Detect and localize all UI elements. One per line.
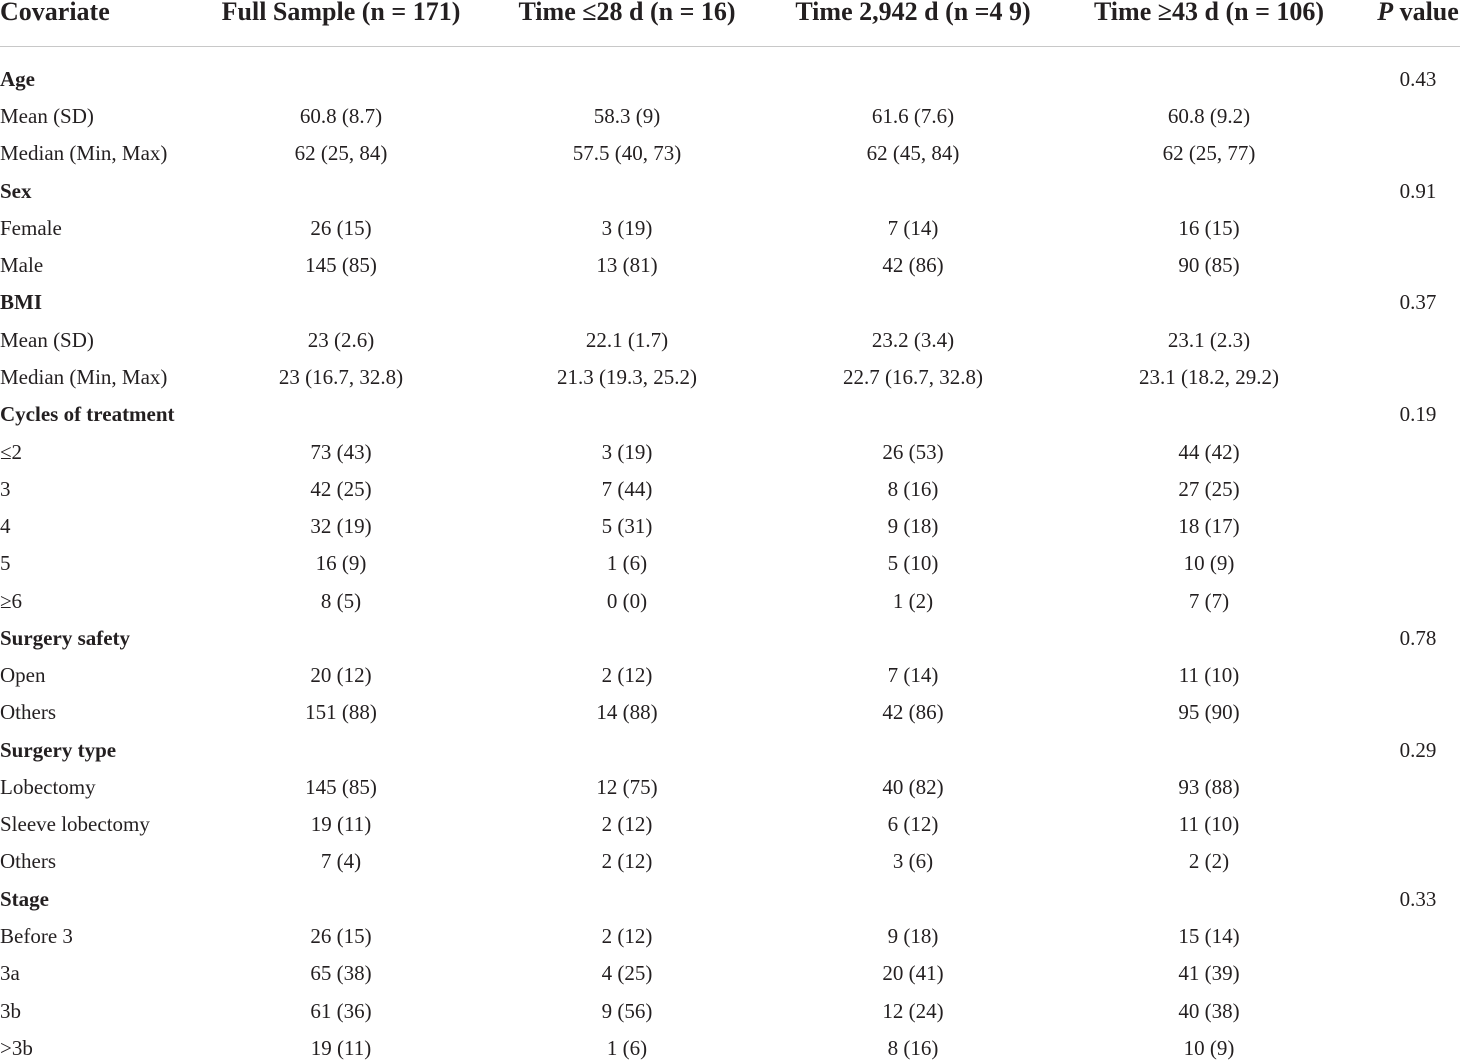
p-value-cell — [1376, 702, 1460, 722]
row-label: Others — [0, 700, 56, 725]
time-le28-cell — [470, 69, 784, 89]
section-row — [0, 290, 1460, 315]
full-sample-cell — [212, 404, 470, 424]
p-value-cell — [1376, 591, 1460, 611]
section-label: Age — [0, 66, 35, 91]
table-row — [0, 998, 1460, 1023]
full-sample-cell: 151 (88) — [305, 700, 377, 725]
table-row — [0, 476, 1460, 501]
row-label: Mean (SD) — [0, 104, 94, 129]
row-label: Sleeve lobectomy — [0, 812, 150, 837]
time-le28-cell: 2 (12) — [601, 663, 653, 688]
full-sample-cell: 60.8 (8.7) — [299, 104, 383, 129]
section-row — [0, 178, 1460, 203]
time-le28-cell: 0 (0) — [606, 588, 648, 613]
full-sample-cell — [212, 628, 470, 648]
time-ge43-cell: 15 (14) — [1178, 924, 1240, 948]
p-value-cell — [1376, 442, 1460, 462]
time-ge43-cell: 7 (7) — [1188, 588, 1230, 613]
time-le28-cell: 4 (25) — [601, 961, 653, 986]
section-label: Surgery safety — [0, 625, 131, 650]
time-2942-cell: 7 (14) — [887, 663, 939, 688]
row-label: Lobectomy — [0, 774, 96, 799]
section-label: Sex — [0, 178, 32, 203]
row-label: Open — [0, 663, 46, 688]
row-label: Before 3 — [0, 924, 73, 948]
time-le28-cell — [470, 181, 784, 201]
row-label: 4 — [0, 514, 11, 539]
table-row — [0, 1035, 1460, 1060]
time-le28-cell: 3 (19) — [601, 439, 653, 464]
row-label: Female — [0, 215, 62, 240]
full-sample-cell — [212, 292, 470, 312]
row-label: Others — [0, 849, 56, 874]
time-2942-cell: 8 (16) — [887, 476, 939, 501]
full-sample-cell: 73 (43) — [310, 439, 372, 464]
time-2942-cell — [784, 181, 1042, 201]
p-value-cell — [1376, 143, 1460, 163]
table-row — [0, 514, 1460, 539]
table-row — [0, 961, 1460, 986]
header-covariate: Covariate — [0, 0, 110, 26]
header-time-le28: Time ≤28 d (n = 16) — [518, 0, 736, 26]
time-2942-cell — [784, 404, 1042, 424]
time-ge43-cell: 90 (85) — [1178, 253, 1240, 278]
p-value-cell — [1376, 926, 1460, 946]
section-row — [0, 886, 1460, 911]
time-2942-cell: 12 (24) — [882, 998, 944, 1023]
p-value-cell — [1376, 479, 1460, 499]
time-le28-cell — [470, 292, 784, 312]
p-value-cell: 0.91 — [1399, 178, 1437, 203]
time-le28-cell — [470, 404, 784, 424]
row-label: 5 — [0, 551, 11, 576]
full-sample-cell: 19 (11) — [310, 1035, 372, 1060]
full-sample-cell: 7 (4) — [320, 849, 362, 874]
time-2942-cell: 7 (14) — [887, 215, 939, 240]
table-row — [0, 774, 1460, 799]
time-le28-cell: 3 (19) — [601, 215, 653, 240]
table-row — [0, 700, 1460, 725]
time-ge43-cell — [1042, 889, 1376, 909]
row-label: Mean (SD) — [0, 327, 94, 352]
time-ge43-cell: 40 (38) — [1178, 998, 1240, 1023]
row-label: 3 — [0, 476, 11, 501]
time-ge43-cell — [1042, 740, 1376, 760]
time-ge43-cell — [1042, 292, 1376, 312]
time-ge43-cell: 23.1 (2.3) — [1167, 327, 1251, 352]
section-label: BMI — [0, 290, 42, 315]
time-2942-cell — [784, 628, 1042, 648]
time-le28-cell — [470, 740, 784, 760]
p-value-cell — [1376, 255, 1460, 275]
time-le28-cell: 2 (12) — [601, 812, 653, 837]
time-le28-cell: 21.3 (19.3, 25.2) — [557, 365, 697, 390]
time-le28-cell: 1 (6) — [606, 1035, 648, 1060]
row-label: Male — [0, 253, 44, 278]
p-value-cell: 0.43 — [1399, 66, 1437, 91]
time-ge43-cell: 10 (9) — [1183, 551, 1235, 576]
time-2942-cell: 62 (45, 84) — [866, 141, 960, 166]
section-label: Cycles of treatment — [0, 402, 175, 427]
table-row — [0, 439, 1460, 464]
time-ge43-cell: 11 (10) — [1178, 663, 1240, 688]
table-row — [0, 215, 1460, 240]
time-2942-cell: 22.7 (16.7, 32.8) — [843, 365, 983, 390]
p-value-cell — [1376, 553, 1460, 573]
full-sample-cell: 23 (16.7, 32.8) — [278, 365, 404, 390]
table-row — [0, 327, 1460, 352]
full-sample-cell: 19 (11) — [310, 812, 372, 837]
time-ge43-cell: 23.1 (18.2, 29.2) — [1139, 365, 1279, 390]
time-ge43-cell: 95 (90) — [1178, 700, 1240, 725]
time-2942-cell: 3 (6) — [892, 849, 934, 874]
full-sample-cell: 61 (36) — [310, 998, 372, 1023]
table-header-row — [0, 0, 1460, 24]
row-label: 3a — [0, 961, 20, 986]
p-value-cell — [1376, 777, 1460, 797]
time-2942-cell — [784, 292, 1042, 312]
p-value-cell: 0.29 — [1399, 737, 1437, 762]
full-sample-cell: 62 (25, 84) — [294, 141, 388, 166]
p-value-cell — [1376, 516, 1460, 536]
time-le28-cell: 5 (31) — [601, 514, 653, 539]
header-p-value — [1376, 0, 1460, 24]
table-row — [0, 588, 1460, 613]
time-ge43-cell: 2 (2) — [1188, 849, 1230, 874]
table-body — [0, 66, 1460, 1060]
full-sample-cell: 145 (85) — [305, 253, 377, 278]
section-row — [0, 402, 1460, 427]
p-value-cell — [1376, 665, 1460, 685]
full-sample-cell: 26 (15) — [310, 215, 372, 240]
section-row — [0, 625, 1460, 650]
full-sample-cell: 23 (2.6) — [307, 327, 375, 352]
time-ge43-cell: 16 (15) — [1178, 215, 1240, 240]
full-sample-cell — [212, 181, 470, 201]
time-2942-cell: 6 (12) — [887, 812, 939, 837]
time-le28-cell: 9 (56) — [601, 998, 653, 1023]
time-le28-cell — [470, 889, 784, 909]
time-2942-cell — [784, 740, 1042, 760]
time-ge43-cell: 44 (42) — [1178, 439, 1240, 464]
time-le28-cell: 7 (44) — [601, 476, 653, 501]
p-value-cell — [1376, 1001, 1460, 1021]
full-sample-cell: 145 (85) — [305, 774, 377, 799]
table-row — [0, 104, 1460, 129]
time-2942-cell: 40 (82) — [882, 774, 944, 799]
section-label: Stage — [0, 886, 49, 911]
section-row — [0, 737, 1460, 762]
full-sample-cell — [212, 740, 470, 760]
time-2942-cell: 42 (86) — [882, 253, 944, 278]
header-time-2942: Time 2,942 d (n =4 9) — [795, 0, 1031, 26]
p-value-cell — [1376, 963, 1460, 983]
row-label: >3b — [0, 1035, 33, 1060]
full-sample-cell — [212, 69, 470, 89]
table-row — [0, 551, 1460, 576]
time-le28-cell — [470, 628, 784, 648]
time-2942-cell: 8 (16) — [887, 1035, 939, 1060]
time-ge43-cell: 60.8 (9.2) — [1167, 104, 1251, 129]
table-row — [0, 926, 1460, 946]
p-value-cell — [1376, 814, 1460, 834]
p-value-cell — [1376, 1038, 1460, 1058]
full-sample-cell: 26 (15) — [310, 924, 372, 948]
p-value-cell — [1376, 330, 1460, 350]
p-value-cell: 0.19 — [1399, 402, 1437, 427]
time-le28-cell: 22.1 (1.7) — [585, 327, 669, 352]
full-sample-cell: 20 (12) — [310, 663, 372, 688]
full-sample-cell: 32 (19) — [310, 514, 372, 539]
header-divider — [0, 46, 1460, 47]
table-row — [0, 849, 1460, 874]
time-le28-cell: 1 (6) — [606, 551, 648, 576]
table-row — [0, 663, 1460, 688]
p-symbol: P — [1377, 0, 1394, 26]
time-le28-cell: 14 (88) — [596, 700, 658, 725]
time-2942-cell: 20 (41) — [882, 961, 944, 986]
time-2942-cell: 1 (2) — [892, 588, 934, 613]
time-le28-cell: 13 (81) — [596, 253, 658, 278]
time-ge43-cell — [1042, 404, 1376, 424]
p-value-cell — [1376, 106, 1460, 126]
section-row — [0, 66, 1460, 91]
row-label: ≤2 — [0, 439, 23, 464]
time-ge43-cell: 41 (39) — [1178, 961, 1240, 986]
full-sample-cell: 42 (25) — [310, 476, 372, 501]
time-2942-cell — [784, 889, 1042, 909]
time-le28-cell: 2 (12) — [601, 849, 653, 874]
header-time-ge43: Time ≥43 d (n = 106) — [1093, 0, 1325, 26]
table-row — [0, 812, 1460, 837]
p-value-cell: 0.33 — [1399, 886, 1437, 911]
full-sample-cell: 8 (5) — [320, 588, 362, 613]
p-value-cell — [1376, 367, 1460, 387]
time-le28-cell: 58.3 (9) — [593, 104, 661, 129]
row-label: Median (Min, Max) — [0, 141, 168, 166]
full-sample-cell — [212, 889, 470, 909]
time-ge43-cell — [1042, 181, 1376, 201]
p-value-cell — [1376, 851, 1460, 871]
p-value-cell: 0.37 — [1399, 290, 1437, 315]
time-2942-cell: 61.6 (7.6) — [871, 104, 955, 129]
time-2942-cell: 42 (86) — [882, 700, 944, 725]
time-le28-cell: 12 (75) — [596, 774, 658, 799]
time-ge43-cell: 27 (25) — [1178, 476, 1240, 501]
table-row — [0, 253, 1460, 278]
time-le28-cell: 2 (12) — [601, 924, 653, 948]
time-2942-cell: 5 (10) — [887, 551, 939, 576]
time-ge43-cell: 18 (17) — [1178, 514, 1240, 539]
time-ge43-cell: 11 (10) — [1178, 812, 1240, 837]
time-ge43-cell: 93 (88) — [1178, 774, 1240, 799]
time-2942-cell: 26 (53) — [882, 439, 944, 464]
header-full-sample: Full Sample (n = 171) — [221, 0, 461, 26]
p-label: value — [1399, 0, 1459, 26]
time-2942-cell: 9 (18) — [887, 924, 939, 948]
table-row — [0, 365, 1460, 390]
row-label: ≥6 — [0, 588, 23, 613]
p-value-cell: 0.78 — [1399, 625, 1437, 650]
time-ge43-cell — [1042, 69, 1376, 89]
time-ge43-cell: 10 (9) — [1183, 1035, 1235, 1060]
table-row — [0, 141, 1460, 166]
time-2942-cell: 23.2 (3.4) — [871, 327, 955, 352]
full-sample-cell: 65 (38) — [310, 961, 372, 986]
time-ge43-cell: 62 (25, 77) — [1162, 141, 1256, 166]
time-2942-cell: 9 (18) — [887, 514, 939, 539]
time-ge43-cell — [1042, 628, 1376, 648]
row-label: Median (Min, Max) — [0, 365, 168, 390]
p-value-cell — [1376, 218, 1460, 238]
time-le28-cell: 57.5 (40, 73) — [572, 141, 682, 166]
full-sample-cell: 16 (9) — [315, 551, 367, 576]
row-label: 3b — [0, 998, 21, 1023]
time-2942-cell — [784, 69, 1042, 89]
section-label: Surgery type — [0, 737, 117, 762]
